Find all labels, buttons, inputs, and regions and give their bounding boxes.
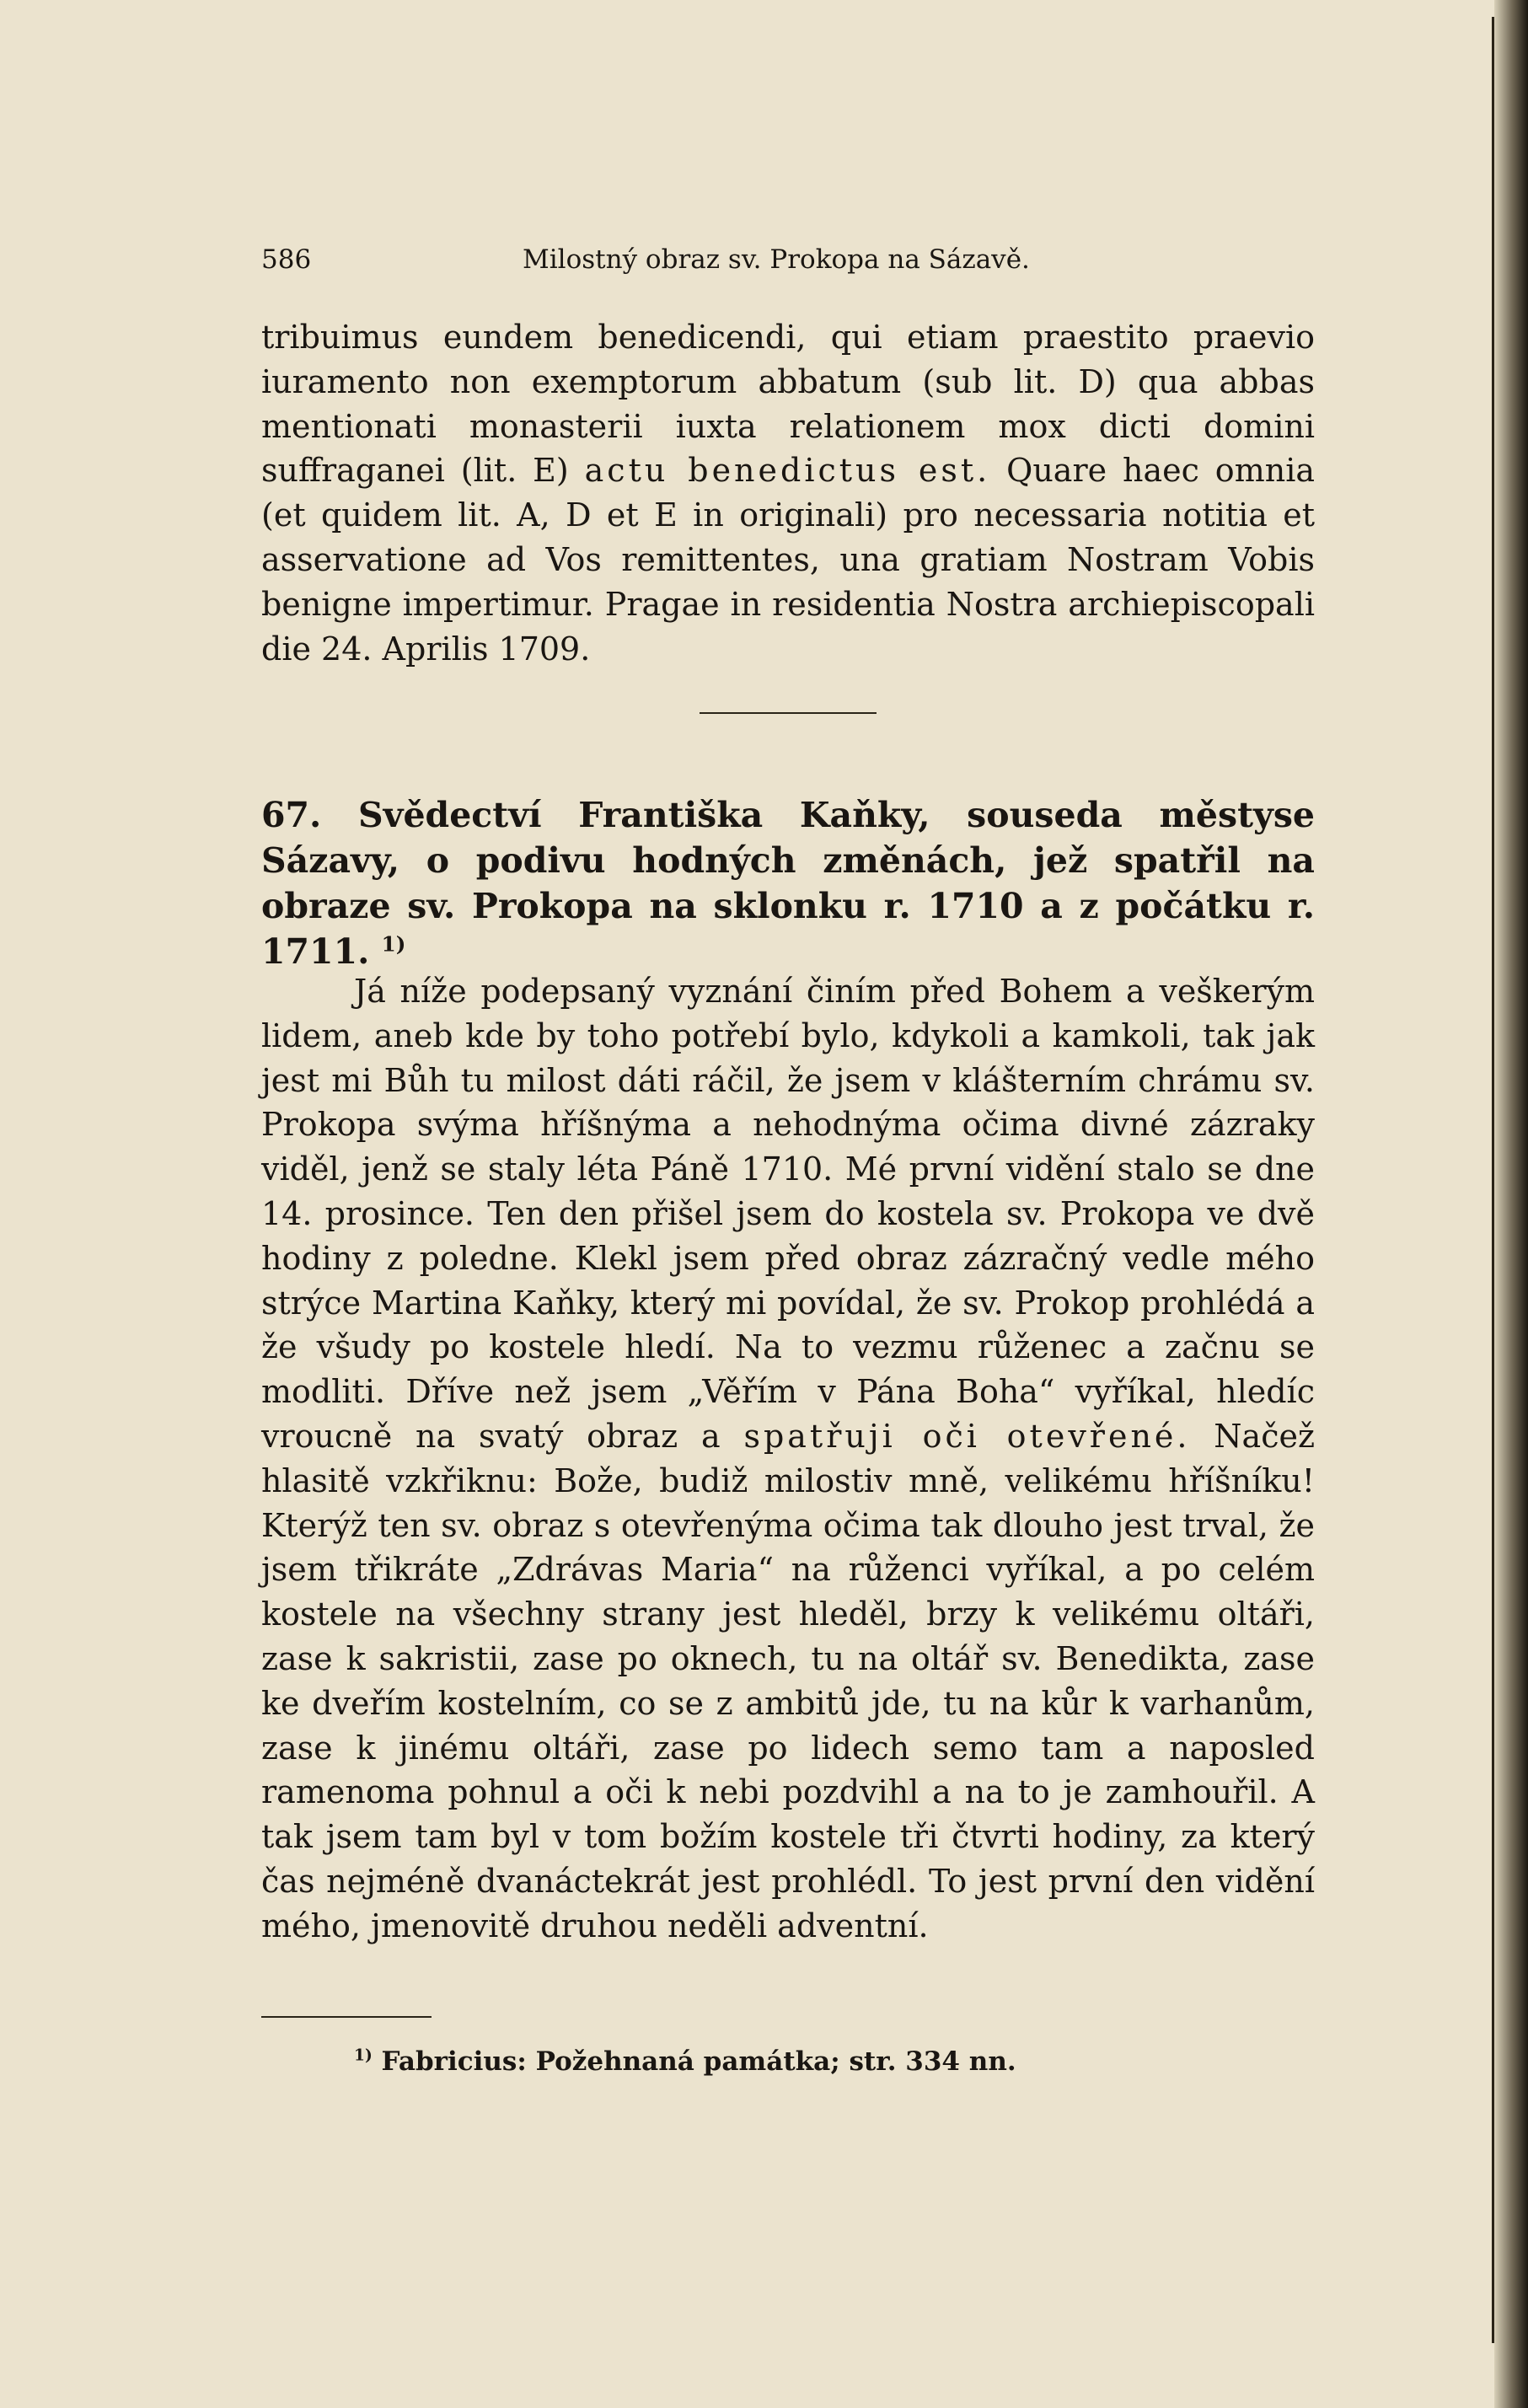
page-header [261,244,1315,282]
paragraph-latin-spaced-text: actu benedictus est. [584,452,991,490]
footnote-text: Fabricius: Požehnaná památka; str. 334 nn. [372,2046,1016,2077]
section-heading [261,792,1315,974]
paragraph-latin-text-b: Quare haec omnia (et quidem lit. A, D et E in originali) pro necessaria notitia et asservatione ad Vos remittentes, una gratiam Nostram Vobis benigne impertimur. Pragae in residentia Nostra archiepiscopali die 24. Aprilis 1709. [261,452,1316,668]
footnote-marker: 1) [354,2046,373,2065]
paragraph-latin [261,315,1315,671]
page-edge-line [1492,17,1494,2343]
section-divider [700,712,877,714]
section-heading-text: 67. Svědectví Františka Kaňky, souseda městyse Sázavy, o podivu hodných změnách, jež spatřil na obraze sv. Prokopa na sklonku r. 1710 a z počátku r. 1711. [261,795,1315,972]
paragraph-latin-text-a: tribuimus eundem benedicendi, qui etiam praestito praevio iuramento non exemptorum abbatum (sub lit. D) qua abbas mentionati monasterii iuxta relationem mox dicti domini suffraganei (lit. E) [261,319,1315,490]
paragraph-czech-text-a: Já níže podepsaný vyznání činím před Bohem a veškerým lidem, aneb kde by toho potřebí bylo, kdykoli a kamkoli, tak jak jest mi Bůh tu milost dáti ráčil, že jsem v klášterním chrámu sv. Prokopa svýma hříšnýma a nehodnýma očima divné zázraky viděl, jenž se staly léta Páně 1710. Mé první vidění stalo se dne 14. prosince. Ten den přišel jsem do kostela sv. Prokopa ve dvě hodiny z poledne. Klekl jsem před obraz zázračný vedle mého strýce Martina Kaňky, který mi povídal, že sv. Prokop prohlédá a že všudy po kostele hledí. Na to vezmu růženec a začnu se modliti. Dříve než jsem „Věřím v Pána Boha“ vyříkal, hledíc vroucně na svatý obraz a [261,973,1315,1455]
paragraph-czech-text-b: Načež hlasitě vzkřiknu: Bože, budiž milostiv mně, velikému hříšníku! Kterýž ten sv. obraz s otevřenýma očima tak dlouho jest trval, že jsem třikráte „Zdrávas Maria“ na růženci vyříkal, a po celém kostele na všechny strany jest hleděl, brzy k velikému oltáři, zase k sakristii, zase po oknech, tu na oltář sv. Benedikta, zase ke dveřím kostelním, co se z ambitů jde, tu na kůr k varhanům, zase k jinému oltáři, zase po lidech semo tam a naposled ramenoma pohnul a oči k nebi pozdvihl a na to je zamhouřil. A tak jsem tam byl v tom božím kostele tři čtvrti hodiny, za který čas nejméně dvanáctekrát jest prohlédl. To jest první den vidění mého, jmenovitě druhou neděli adventní. [261,1417,1315,1944]
paragraph-czech [261,969,1315,1949]
page-gutter-shadow [1494,0,1528,2408]
footnote-reference: 1) [381,931,406,957]
footnote-rule [261,2016,432,2018]
page-number: 586 [261,244,312,275]
running-head: Milostný obraz sv. Prokopa na Sázavě. [523,244,1030,275]
footnote [354,2046,1016,2077]
paragraph-czech-spaced-text: spatřuji oči otevřené. [743,1417,1191,1455]
